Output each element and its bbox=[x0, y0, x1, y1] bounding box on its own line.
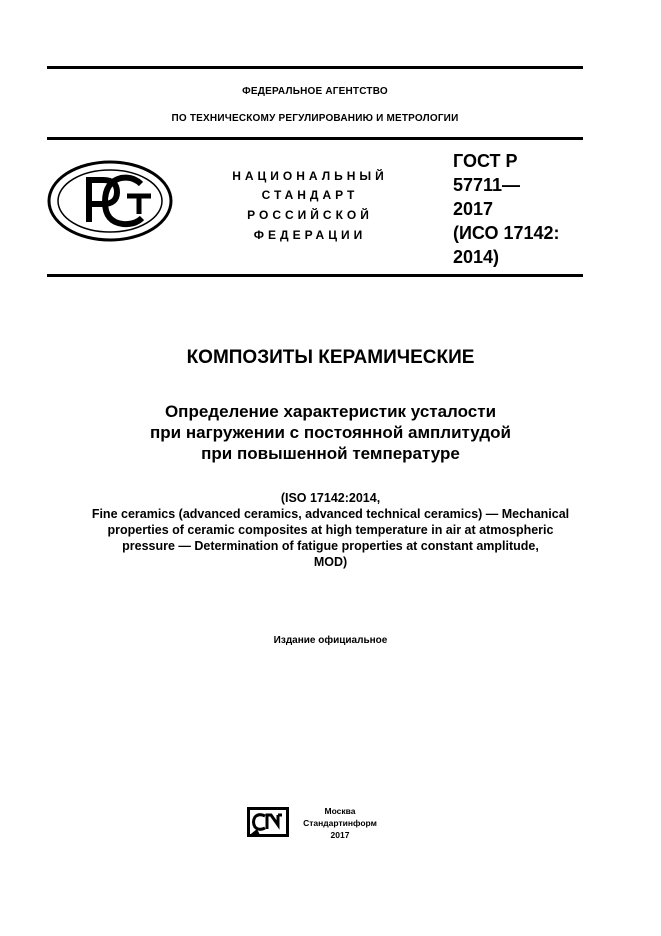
national-standard-line-1: НАЦИОНАЛЬНЫЙ bbox=[232, 169, 388, 183]
publisher-year: 2017 bbox=[330, 830, 350, 840]
gost-line-4: (ИСО 17142: bbox=[453, 223, 560, 243]
subtitle-line-2: при нагружении с постоянной амплитудой bbox=[150, 423, 511, 442]
agency-line-2: ПО ТЕХНИЧЕСКОМУ РЕГУЛИРОВАНИЮ И МЕТРОЛОГИИ bbox=[171, 113, 459, 124]
gost-designation bbox=[453, 149, 593, 269]
iso-reference-line-2: Fine ceramics (advanced ceramics, advanced technical ceramics) — Mechanical bbox=[91, 507, 570, 521]
rst-certification-logo-icon bbox=[47, 160, 173, 242]
iso-reference-line-5: MOD) bbox=[313, 555, 348, 569]
standard-block-rule bbox=[47, 274, 583, 277]
publisher-city: Москва bbox=[324, 806, 356, 816]
subtitle-line-1: Определение характеристик усталости bbox=[164, 402, 497, 421]
iso-reference-line-3: properties of ceramic composites at high temperature in air at atmospheric bbox=[107, 523, 554, 537]
gost-line-1: ГОСТ Р bbox=[453, 151, 518, 171]
top-rule bbox=[47, 66, 583, 69]
national-standard-line-4: ФЕДЕРАЦИИ bbox=[253, 228, 367, 242]
document-title: КОМПОЗИТЫ КЕРАМИЧЕСКИЕ bbox=[186, 347, 475, 368]
standartinform-logo-icon bbox=[247, 807, 289, 837]
publisher-info bbox=[295, 805, 385, 841]
iso-reference-line-1: (ISO 17142:2014, bbox=[280, 491, 381, 505]
edition-label: Издание официальное bbox=[273, 635, 388, 646]
gost-line-3: 2017 bbox=[453, 199, 494, 219]
publisher-name: Стандартинформ bbox=[303, 818, 377, 828]
document-subtitle bbox=[60, 401, 601, 464]
agency-line-1: ФЕДЕРАЛЬНОЕ АГЕНТСТВО bbox=[242, 86, 388, 97]
iso-reference bbox=[40, 490, 621, 570]
header-rule bbox=[47, 137, 583, 140]
gost-line-2: 57711— bbox=[453, 175, 521, 195]
iso-reference-line-4: pressure — Determination of fatigue properties at constant amplitude, bbox=[122, 539, 539, 553]
national-standard-line-2: СТАНДАРТ bbox=[261, 188, 359, 202]
national-standard-line-3: РОССИЙСКОЙ bbox=[247, 208, 373, 222]
gost-line-5: 2014) bbox=[453, 247, 500, 267]
subtitle-line-3: при повышенной температуре bbox=[201, 444, 460, 463]
